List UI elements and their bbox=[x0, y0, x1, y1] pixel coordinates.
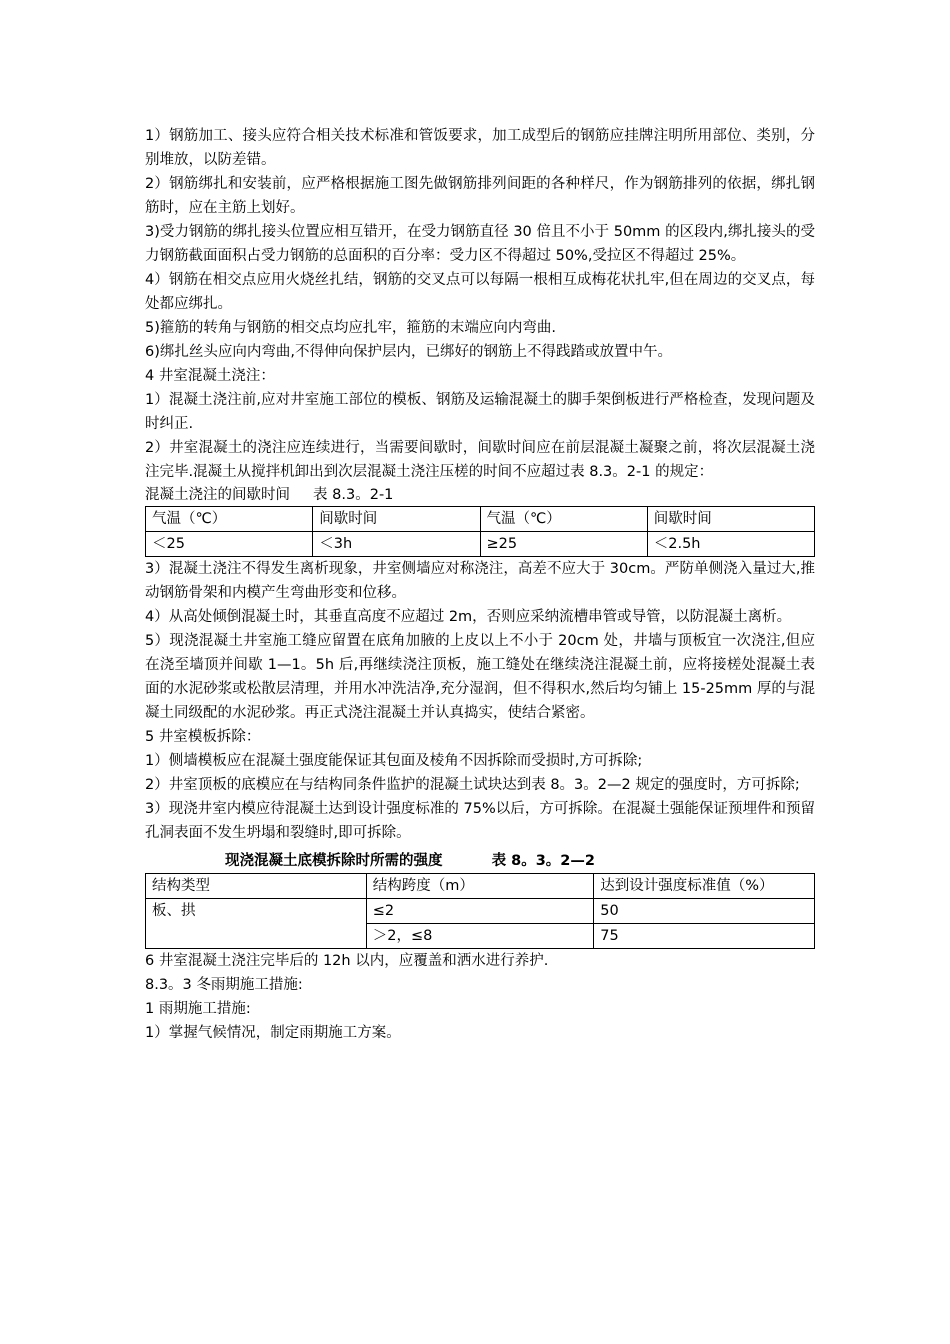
paragraph: 1）侧墙模板应在混凝土强度能保证其包面及棱角不因拆除而受损时,方可拆除; bbox=[145, 753, 643, 769]
table-cell: ＜3h bbox=[313, 532, 480, 557]
paragraph: 3）混凝土浇注不得发生离析现象，井室侧墙应对称浇注，高差不应大于 30cm。严防单侧浇入量过大,推动钢筋骨架和内模产生弯曲形变和位移。 bbox=[145, 561, 815, 601]
table-row bbox=[146, 532, 815, 557]
table1 bbox=[145, 506, 815, 557]
paragraph: 3)受力钢筋的绑扎接头位置应相互错开，在受力钢筋直径 30 倍且不小于 50mm 的区段内,绑扎接头的受力钢筋截面面积占受力钢筋的总面积的百分率：受力区不得超过 50%,受拉区不得超过 25%。 bbox=[145, 224, 815, 264]
table-cell: 间歇时间 bbox=[313, 507, 480, 532]
table-cell: 气温（℃） bbox=[480, 507, 647, 532]
section-heading: 8.3。3 冬雨期施工措施: bbox=[145, 977, 303, 993]
table-row bbox=[146, 507, 815, 532]
table-cell: 达到设计强度标准值（%） bbox=[594, 874, 815, 899]
table-cell: 板、拱 bbox=[146, 899, 367, 949]
table-cell: ≤2 bbox=[366, 899, 593, 924]
paragraph: 2）井室顶板的底模应在与结构同条件监护的混凝土试块达到表 8。3。2—2 规定的强度时，方可拆除; bbox=[145, 777, 800, 793]
table-cell: 50 bbox=[594, 899, 815, 924]
table-cell: ＜25 bbox=[146, 532, 313, 557]
paragraph: 3）现浇井室内模应待混凝土达到设计强度标准的 75%以后，方可拆除。在混凝土强能保证预埋件和预留孔洞表面不发生坍塌和裂缝时,即可拆除。 bbox=[145, 801, 815, 841]
table2-number: 表 8。3。2—2 bbox=[491, 853, 595, 869]
table-cell: ＜2.5h bbox=[647, 532, 814, 557]
table-cell: 75 bbox=[594, 924, 815, 949]
table-cell: 间歇时间 bbox=[647, 507, 814, 532]
paragraph: 4）从高处倾倒混凝土时，其垂直高度不应超过 2m，否则应采纳流槽串管或导管，以防混凝土离析。 bbox=[145, 609, 792, 625]
table2 bbox=[145, 873, 815, 949]
paragraph: 1）掌握气候情况，制定雨期施工方案。 bbox=[145, 1025, 401, 1041]
table-cell: ＞2，≤8 bbox=[366, 924, 593, 949]
section-heading: 1 雨期施工措施: bbox=[145, 1001, 251, 1017]
table2-title-text: 现浇混凝土底模拆除时所需的强度 bbox=[225, 853, 443, 869]
table-row bbox=[146, 874, 815, 899]
paragraph: 6 井室混凝土浇注完毕后的 12h 以内，应覆盖和洒水进行养护. bbox=[145, 953, 549, 969]
paragraph: 6)绑扎丝头应向内弯曲,不得伸向保护层内，已绑好的钢筋上不得践踏或放置中午。 bbox=[145, 344, 672, 360]
paragraph: 1）钢筋加工、接头应符合相关技术标准和管饭要求，加工成型后的钢筋应挂牌注明所用部位、类别，分别堆放，以防差错。 bbox=[145, 128, 815, 168]
paragraph: 1）混凝土浇注前,应对井室施工部位的模板、钢筋及运输混凝土的脚手架倒板进行严格检查，发现问题及时纠正. bbox=[145, 392, 815, 432]
paragraph: 4）钢筋在相交点应用火烧丝扎结，钢筋的交叉点可以每隔一根相互成梅花状扎牢,但在周边的交叉点，每处都应绑扎。 bbox=[145, 272, 815, 312]
paragraph: 2）钢筋绑扎和安装前，应严格根据施工图先做钢筋排列间距的各种样尺，作为钢筋排列的依据，绑扎钢筋时，应在主筋上划好。 bbox=[145, 176, 815, 216]
paragraph: 5)箍筋的转角与钢筋的相交点均应扎牢，箍筋的末端应向内弯曲. bbox=[145, 320, 556, 336]
section-heading: 5 井室模板拆除： bbox=[145, 729, 261, 745]
paragraph: 5）现浇混凝土井室施工缝应留置在底角加腋的上皮以上不小于 20cm 处，井墙与顶板宜一次浇注,但应在浇至墙顶并间歇 1—1。5h 后,再继续浇注顶板，施工缝处在继续浇注混凝土前，应将接槎处混凝土表面的水泥砂浆或松散层清理，并用水冲洗洁净,充分湿润，但不得积水,然后均匀铺上 15-25mm 厚的与混凝土同级配的水泥砂浆。再正式浇注混凝土并认真捣实，使结合紧密。 bbox=[145, 633, 815, 721]
table-cell: 气温（℃） bbox=[146, 507, 313, 532]
document-page bbox=[145, 124, 815, 1045]
paragraph: 2）井室混凝土的浇注应连续进行，当需要间歇时，间歇时间应在前层混凝土凝聚之前，将次层混凝土浇注完毕.混凝土从搅拌机卸出到次层混凝土浇注压槎的时间不应超过表 8.3。2-1 的规定： bbox=[145, 440, 815, 480]
table-cell: ≥25 bbox=[480, 532, 647, 557]
section-heading: 4 井室混凝土浇注： bbox=[145, 368, 275, 384]
table-cell: 结构类型 bbox=[146, 874, 367, 899]
table-cell: 结构跨度（m） bbox=[366, 874, 593, 899]
table2-title bbox=[225, 849, 815, 873]
table-row bbox=[146, 899, 815, 924]
table1-caption: 混凝土浇注的间歇时间 表 8.3。2-1 bbox=[145, 487, 394, 503]
